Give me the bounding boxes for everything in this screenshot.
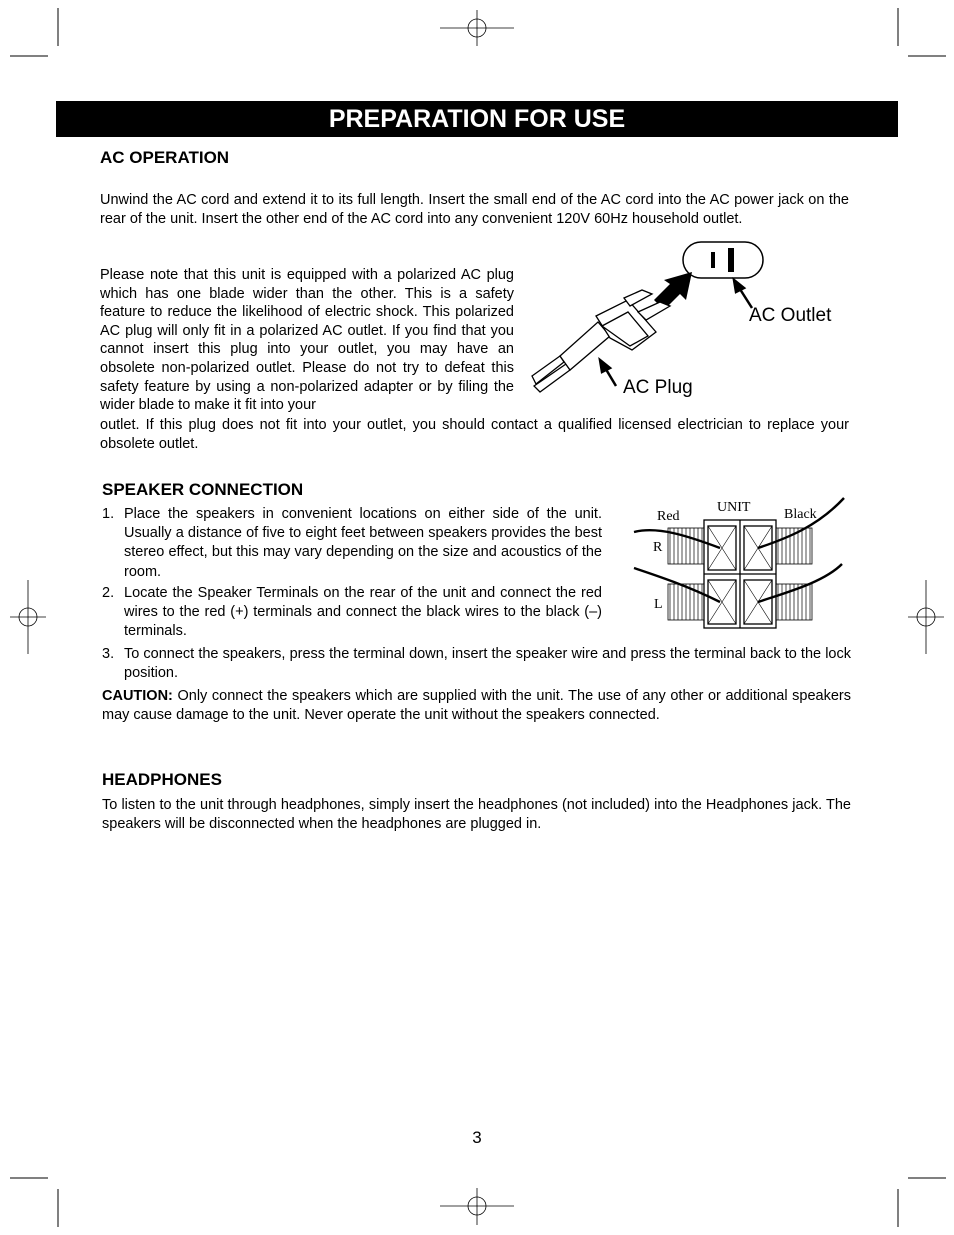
list-item-text: To connect the speakers, press the terminal down, insert the speaker wire and press the terminal back to the lock position. bbox=[124, 646, 851, 682]
red-label: Red bbox=[657, 509, 680, 524]
page-number: 3 bbox=[472, 1128, 482, 1147]
ac-plug-outlet-figure bbox=[520, 238, 850, 410]
registration-mark-right bbox=[908, 580, 944, 654]
registration-mark-top bbox=[440, 10, 514, 46]
polarized-plug-paragraph: Please note that this unit is equipped with a polarized AC plug which has one blade wider than the other. This is a safety feature to reduce the likelihood of electric shock. This polarized AC plug will only fit in a polarized AC outlet. If you find that you cannot insert this plug into your outlet, you may have an obsolete non-polarized outlet. Please do not try to defeat this safety feature by using a non-polarized adapter or by filing the wider blade to make it fit into your bbox=[100, 267, 514, 414]
unit-label: UNIT bbox=[717, 500, 751, 515]
list-item-number: 1. bbox=[102, 506, 115, 522]
list-item-number: 2. bbox=[102, 585, 115, 601]
list-item-number: 3. bbox=[102, 646, 115, 662]
l-channel-label: L bbox=[654, 597, 663, 612]
caution-label: CAUTION: bbox=[102, 688, 173, 704]
registration-mark-bottom bbox=[440, 1188, 514, 1225]
r-channel-label: R bbox=[653, 540, 663, 555]
speaker-terminal-figure bbox=[628, 496, 850, 642]
registration-mark-left bbox=[10, 580, 46, 654]
list-item bbox=[102, 505, 602, 582]
list-item-text: Locate the Speaker Terminals on the rear of the unit and connect the red wires to the red (+) terminals and connect the black wires to the black (–) terminals. bbox=[124, 585, 602, 640]
page-banner-title: PREPARATION FOR USE bbox=[56, 101, 898, 137]
caution-paragraph bbox=[102, 687, 851, 724]
ac-outlet-icon bbox=[683, 242, 763, 278]
headphones-heading: HEADPHONES bbox=[102, 770, 222, 789]
ac-operation-paragraph: Unwind the AC cord and extend it to its full length. Insert the small end of the AC cord into the AC power jack on the rear of the unit. Insert the other end of the AC cord into any convenient 120V 60Hz household outlet. bbox=[100, 192, 849, 227]
unit-panel bbox=[704, 520, 776, 628]
ac-plug-label: AC Plug bbox=[623, 377, 693, 398]
caution-text: Only connect the speakers which are supplied with the unit. The use of any other or additional speakers may cause damage to the unit. Never operate the unit without the speakers connected. bbox=[102, 688, 851, 723]
black-label: Black bbox=[784, 507, 817, 522]
ac-outlet-label: AC Outlet bbox=[749, 305, 832, 326]
polarized-plug-paragraph-cont: outlet. If this plug does not fit into your outlet, you should contact a qualified licensed electrician to replace your obsolete outlet. bbox=[100, 417, 849, 452]
list-item bbox=[102, 584, 602, 642]
list-item-text: Place the speakers in convenient locations on either side of the unit. Usually a distance of five to eight feet between speakers provides the best stereo effect, but this may vary depending on the size and acoustics of the room. bbox=[124, 506, 602, 580]
speaker-connection-heading: SPEAKER CONNECTION bbox=[102, 480, 304, 499]
list-item bbox=[102, 645, 851, 683]
ac-operation-heading: AC OPERATION bbox=[100, 148, 230, 167]
headphones-paragraph: To listen to the unit through headphones, simply insert the headphones (not included) into the Headphones jack. The speakers will be disconnected when the headphones are plugged in. bbox=[102, 797, 851, 832]
